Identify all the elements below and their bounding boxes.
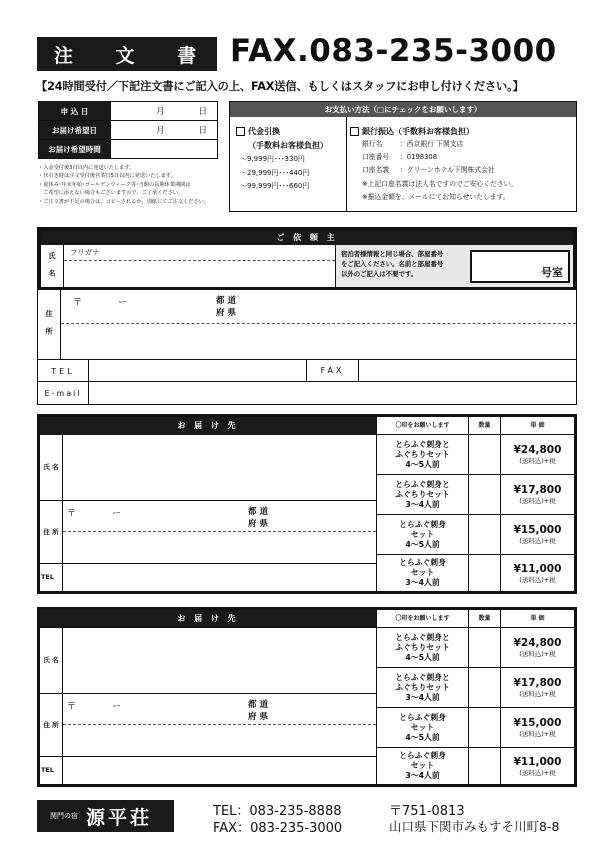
delivery-name-field[interactable] [62,627,376,693]
fax-field[interactable] [358,360,576,381]
product-header: 〇印をお願いします [376,417,468,434]
delivery-tel-field[interactable] [62,563,376,591]
qty-field[interactable] [468,434,500,474]
delivery-address-field[interactable] [62,500,376,563]
product-price: ¥15,000 (送料込)+税 [500,514,574,554]
product-price: ¥11,000 (送料込)+税 [500,554,574,591]
product-price: ¥24,800 (送料込)+税 [500,627,574,667]
delivery-name-field[interactable] [62,434,376,500]
cod-title: 代金引換 [248,127,280,136]
footer-tel: TEL：083-235-8888 [213,804,342,819]
apply-date-field[interactable]: 月 日 [111,102,218,121]
room-number-field[interactable] [470,250,570,283]
room-note-line: をご記入ください。名前と部屋番号 [341,260,444,268]
bank-title: 銀行振込（手数料お客様負担） [362,127,474,136]
delivery-address-label: 住 所 [40,500,62,563]
delivery-address-field[interactable] [62,693,376,756]
order-notice: 【24時間受付／下記注文書にご記入の上、FAX送信、もしくはスタッフにお申し付けください。】 [36,80,524,93]
product-header: 〇印をお願いします [376,610,468,627]
delivery-heading: お 届 け 先 [40,417,376,434]
footer-postal: 〒751-0813 [389,804,465,819]
cod-column [236,117,344,211]
email-row [38,381,576,404]
note-line: ・ご注文書が不足の場合は、コピーされるか、別紙にてご注文ください。 [38,198,209,205]
price-header: 単 価 [500,417,574,434]
delivery-name-label: 氏 名 [40,434,62,500]
form-title: 注 文 書 [37,37,217,71]
logo-subtitle: 関門の宿 [50,812,78,820]
account-number-row: 口座番号 ：0198308 [362,153,438,162]
product-option-4[interactable]: とらふぐ刺身 セット 3～4人前 [376,554,468,591]
bank-note: ※上記口座名義は法人名ですのでご安心ください。 [362,179,518,188]
requester-name-block [38,228,576,290]
note-line: ・代引き時は注文受付後営業日5日以内に発送いたします。 [38,173,176,180]
pref-label: 都 道 [248,700,268,710]
requester-section [37,227,577,405]
qty-field[interactable] [468,627,500,667]
cod-fee-row: ～29,999円･･･440円 [240,168,310,177]
delivery-name-label: 氏 名 [40,627,62,693]
bank-note: ※振込金額を、メールにてお知らせいたします。 [362,192,510,201]
payment-method-box [229,101,577,212]
delivery-date-field[interactable]: 月 日 [111,121,218,140]
footer-fax: FAX：083-235-3000 [213,821,343,836]
cod-fee-row: ～99,999円･･･660円 [240,182,310,190]
product-option-1[interactable]: とらふぐ刺身と ふぐちりセット 4～5人前 [376,434,468,474]
tel-label: TEL [51,366,75,376]
product-option-2[interactable]: とらふぐ刺身と ふぐちりセット 3～4人前 [376,667,468,707]
payment-divider [346,117,347,211]
furigana-label: フリガナ [70,248,100,257]
delivery-tel-field[interactable] [62,756,376,784]
inn-logo [37,800,174,832]
price-header: 単 価 [500,610,574,627]
requester-heading: ご 依 頼 主 [41,231,573,245]
delivery-time-field[interactable] [111,140,218,159]
room-note-line: 宿泊者様情報と同じ場合、部屋番号 [341,250,444,258]
product-price: ¥11,000 (送料込)+税 [500,747,574,784]
fax-number-heading: FAX.083-235-3000 [230,33,557,69]
cod-fee-note: （手数料お客様負担） [248,141,328,150]
product-price: ¥17,800 (送料込)+税 [500,474,574,514]
pref-label: 府 県 [248,712,268,722]
bank-name-row: 銀行名 ：西京銀行 下関支店 [362,140,464,148]
logo-name: 源平荘 [86,806,153,829]
tel-field[interactable] [88,360,306,381]
pref-label: 府 県 [248,519,268,529]
tel-fax-row [38,359,576,381]
pref-label: 都 道 [248,507,268,517]
delivery-block-2 [37,607,577,787]
requester-name-field[interactable] [63,245,335,287]
payment-heading: お支払い方法（□にチェックをお願いします） [230,102,576,117]
delivery-postal: 〒 ー [67,509,122,519]
account-holder-row: 口座名義 ：グリーンホテル下関株式会社 [362,166,495,175]
qty-field[interactable] [468,667,500,707]
note-line: ご希望に添えない場合もございますので、ご了承ください。 [38,190,184,197]
delivery-date-label: お届け希望日 [39,121,111,140]
cod-checkbox[interactable] [236,127,245,136]
email-label: E-mail [44,389,82,398]
delivery-heading: お 届 け 先 [40,610,376,627]
pref-label: 都 道 [216,296,236,306]
qty-field[interactable] [468,554,500,591]
order-notes [38,164,223,206]
product-price: ¥17,800 (送料込)+税 [500,667,574,707]
note-line: ・入金受付後3日以内に発送いたします。 [38,165,135,171]
requester-name-label: 氏 名 [48,251,56,281]
room-note-line: 以外のご記入は不要です。 [341,270,418,278]
product-option-1[interactable]: とらふぐ刺身と ふぐちりセット 4～5人前 [376,627,468,667]
delivery-tel-label: TEL [40,756,62,784]
product-price: ¥24,800 (送料込)+税 [500,434,574,474]
qty-header: 数量 [468,610,500,627]
qty-field[interactable] [468,474,500,514]
bank-column [350,117,575,211]
cod-fee-row: ～9,999円･･･330円 [240,155,305,163]
pref-label: 府 県 [216,308,236,318]
date-table [38,101,218,159]
qty-field[interactable] [468,707,500,747]
product-option-3[interactable]: とらふぐ刺身 セット 4～5人前 [376,707,468,747]
qty-field[interactable] [468,514,500,554]
requester-address-label: 住 所 [45,310,53,339]
delivery-postal: 〒 ー [67,702,122,712]
product-option-2[interactable]: とらふぐ刺身と ふぐちりセット 3～4人前 [376,474,468,514]
room-number-area [335,245,573,287]
product-price: ¥15,000 (送料込)+税 [500,707,574,747]
email-field[interactable] [88,382,576,405]
qty-header: 数量 [468,417,500,434]
product-option-3[interactable]: とらふぐ刺身 セット 4～5人前 [376,514,468,554]
bank-checkbox[interactable] [350,127,359,136]
delivery-block-1 [37,414,577,594]
requester-postal: 〒 ー [73,298,128,308]
product-option-4[interactable]: とらふぐ刺身 セット 3～4人前 [376,747,468,784]
delivery-tel-label: TEL [40,563,62,591]
delivery-address-label: 住 所 [40,693,62,756]
delivery-time-label: お届け希望時間 [39,140,111,159]
fax-label: FAX [306,360,358,381]
requester-address-field[interactable] [60,290,576,359]
apply-date-label: 申 込 日 [39,102,111,121]
note-line: ・夏休み･年末年始･ゴールデンウィーク等･当館の長期休業期間は [38,181,191,188]
footer-address: 山口県下関市みもすそ川町8-8 [389,819,560,834]
room-suffix: 号室 [541,266,563,279]
qty-field[interactable] [468,747,500,784]
